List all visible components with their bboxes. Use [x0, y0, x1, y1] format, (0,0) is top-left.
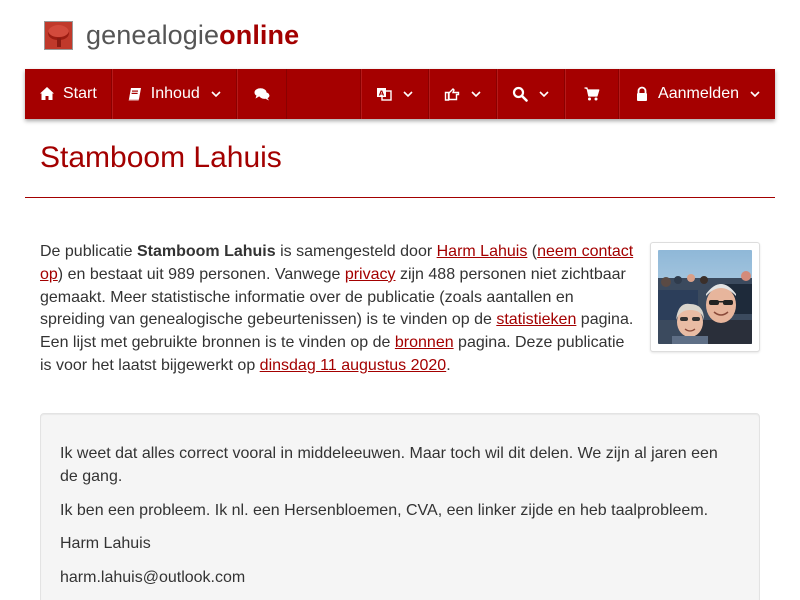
- chevron-down-icon: [402, 88, 414, 100]
- author-photo: [658, 250, 752, 344]
- chevron-down-icon: [749, 88, 761, 100]
- cart-icon: [584, 86, 600, 102]
- nav-forum[interactable]: [237, 69, 287, 119]
- nav-language[interactable]: [361, 69, 429, 119]
- intro-text: zijn 488 personen niet zichtbaar gemaakt. Meer statistische informatie over de publicatie (zoals aantallen en spreiding van genealogische gebeurtenissen) is te vinden op de: [40, 265, 626, 329]
- intro-text: pagina. Een lijst met gebruikte bronnen is te vinden op de: [40, 311, 634, 352]
- contact-link[interactable]: neem contact op: [40, 243, 634, 283]
- intro-text: is samengesteld door: [275, 243, 437, 260]
- brand-part-1: genealogie: [86, 19, 220, 50]
- sources-link[interactable]: bronnen: [394, 334, 454, 352]
- nav-start[interactable]: [25, 69, 112, 119]
- nav-start-label: Start: [63, 85, 97, 102]
- description-paragraph: Ik ben een probleem. Ik nl. een Hersenbloemen, CVA, een linker zijde en heb taalprobleem.: [60, 501, 709, 519]
- page-title: Stamboom Lahuis: [40, 141, 282, 174]
- author-photo-card[interactable]: [650, 242, 760, 352]
- description-paragraph: Ik weet dat alles correct vooral in middeleeuwen. Maar toch wil dit delen. We zijn al jaren een de gang.: [60, 445, 718, 485]
- tree-logo-icon[interactable]: [44, 21, 73, 50]
- intro-text: pagina. Deze publicatie is voor het laatst bijgewerkt op: [40, 334, 625, 374]
- publication-name: Stamboom Lahuis: [136, 243, 276, 260]
- title-divider: [25, 197, 775, 198]
- privacy-link[interactable]: privacy: [344, 265, 396, 283]
- nav-spacer: [287, 69, 361, 119]
- main-navbar: [25, 69, 775, 119]
- brand-part-2: online: [219, 19, 300, 50]
- book-icon: [127, 86, 143, 102]
- nav-search[interactable]: [497, 69, 565, 119]
- site-header[interactable]: [44, 18, 299, 52]
- hand-pointing-icon: [444, 86, 460, 102]
- chevron-down-icon: [210, 88, 222, 100]
- nav-shop[interactable]: [565, 69, 619, 119]
- svg-text:A: A: [378, 89, 385, 98]
- intro-text: De publicatie: [40, 243, 137, 260]
- intro-text: (: [527, 243, 538, 260]
- site-logo-text[interactable]: [86, 20, 299, 51]
- publication-description-box: [40, 413, 760, 600]
- nav-login[interactable]: [619, 69, 775, 119]
- nav-inhoud-label: Inhoud: [150, 85, 200, 102]
- nav-tools[interactable]: [429, 69, 497, 119]
- statistics-link[interactable]: statistieken: [496, 311, 577, 329]
- publication-intro: [40, 241, 636, 378]
- lock-icon: [634, 86, 650, 102]
- comments-icon: [254, 86, 270, 102]
- intro-text: .: [446, 356, 451, 374]
- translate-icon: [376, 86, 392, 102]
- author-link[interactable]: Harm Lahuis: [436, 243, 528, 260]
- nav-login-label: Aanmelden: [658, 85, 739, 102]
- search-icon: [512, 86, 528, 102]
- description-author-name: Harm Lahuis: [60, 535, 151, 553]
- nav-inhoud[interactable]: [112, 69, 237, 119]
- chevron-down-icon: [538, 88, 550, 100]
- last-updated-link[interactable]: dinsdag 11 augustus 2020: [259, 356, 447, 374]
- chevron-down-icon: [470, 88, 482, 100]
- intro-text: ) en bestaat uit 989 personen. Vanwege: [57, 265, 345, 283]
- home-icon: [39, 86, 55, 102]
- description-email: harm.lahuis@outlook.com: [60, 569, 246, 587]
